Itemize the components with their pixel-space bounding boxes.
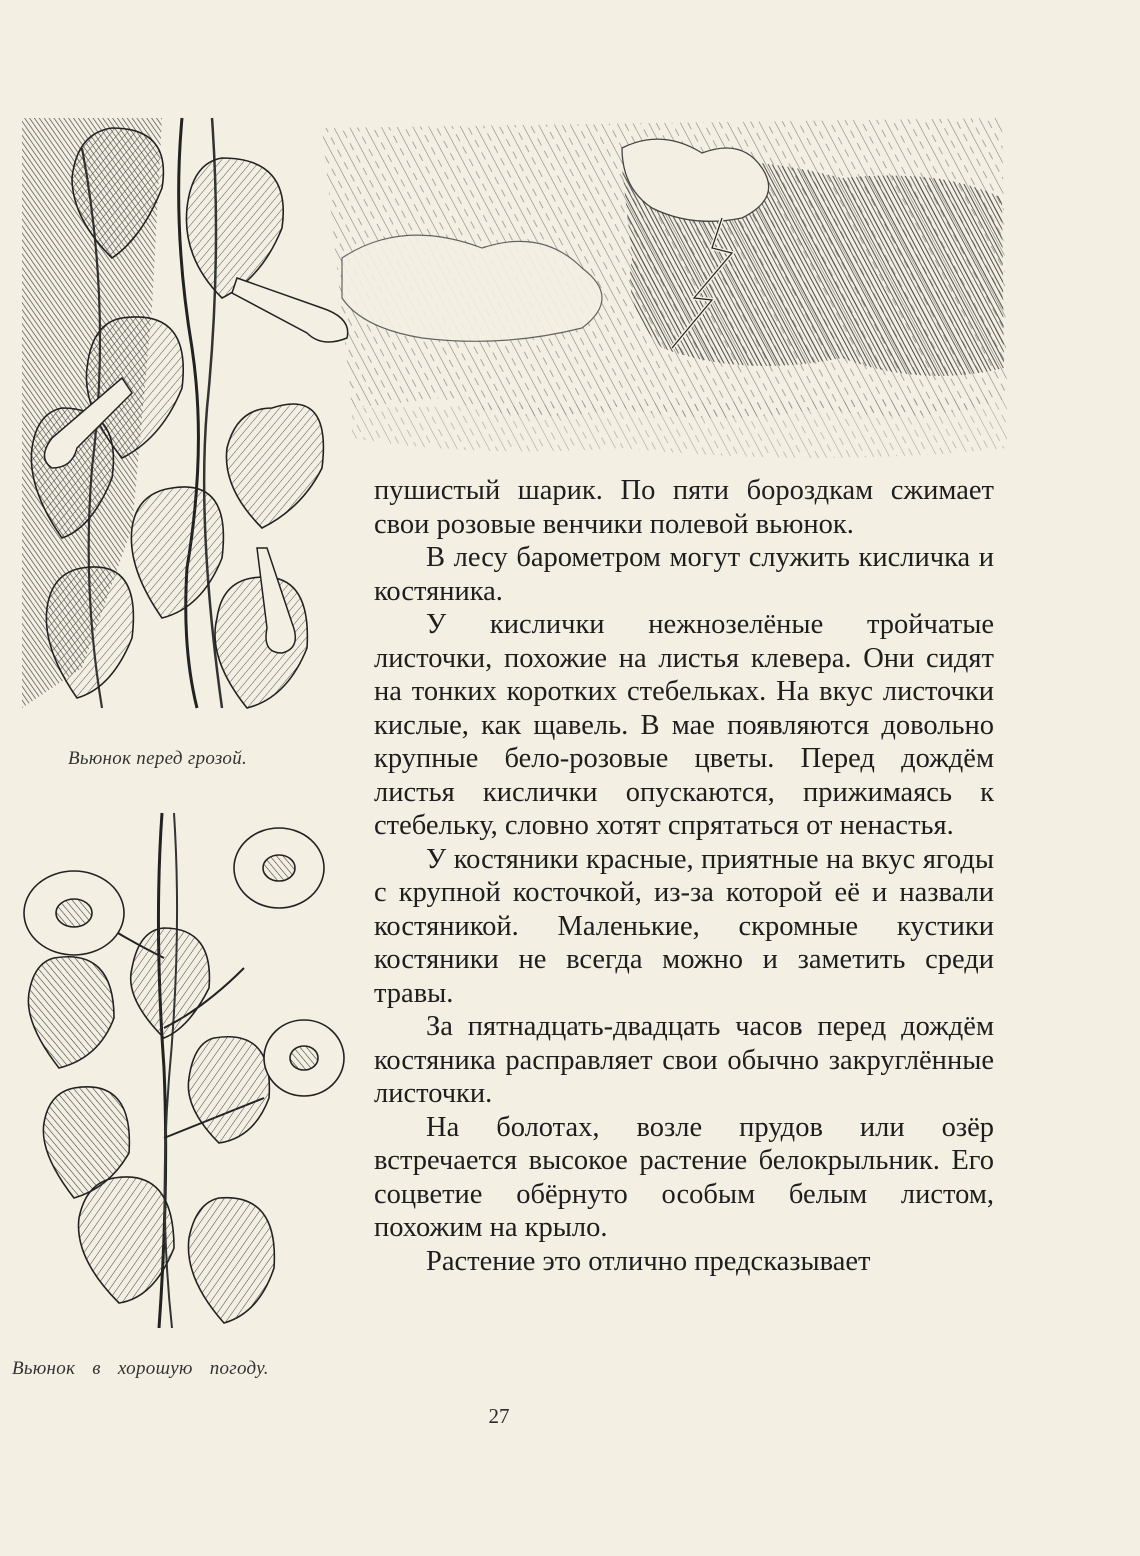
paragraph: У костяники красные, приятные на вкус ягоды с крупной косточкой, из-за которой её и назвали костяникой. Маленькие, скромные кустики костяники не всегда можно и заметить среди травы. xyxy=(374,843,994,1009)
paragraph: За пятнадцать-двадцать часов перед дождём костяника расправляет свои обычно закруглённые листочки. xyxy=(374,1011,994,1109)
paragraph: На болотах, возле прудов или озёр встречается высокое растение белокрыльник. Его соцветие обёрнуто особым белым листом, похожим на крыло. xyxy=(374,1111,994,1243)
paragraph: Растение это отлично предсказывает xyxy=(426,1245,871,1277)
bindweed-fair-weather-illustration xyxy=(14,808,354,1348)
paragraph: В лесу барометром могут служить кисличка и костяника. xyxy=(374,542,994,607)
paragraph: пушистый шарик. По пяти бороздкам сжимает свои розовые венчики полевой вьюнок. xyxy=(374,475,994,540)
page-number: 27 xyxy=(488,1404,510,1428)
caption-before-storm: Вьюнок перед грозой. xyxy=(68,748,248,769)
paragraph: У кислички нежнозелёные тройчатые листочки, похожие на листья клевера. Они сидят на тонких коротких стебельках. На вкус листочки кислые, как щавель. В мае появляются довольно крупные бело-розовые цветы. Перед дождём листья кислички опускаются, прижимаясь к стебельку, словно хотят спрятаться от ненастья. xyxy=(374,609,994,841)
body-text xyxy=(374,474,994,1278)
caption-fair-weather: Вьюнок в хорошую погоду. xyxy=(12,1358,269,1379)
